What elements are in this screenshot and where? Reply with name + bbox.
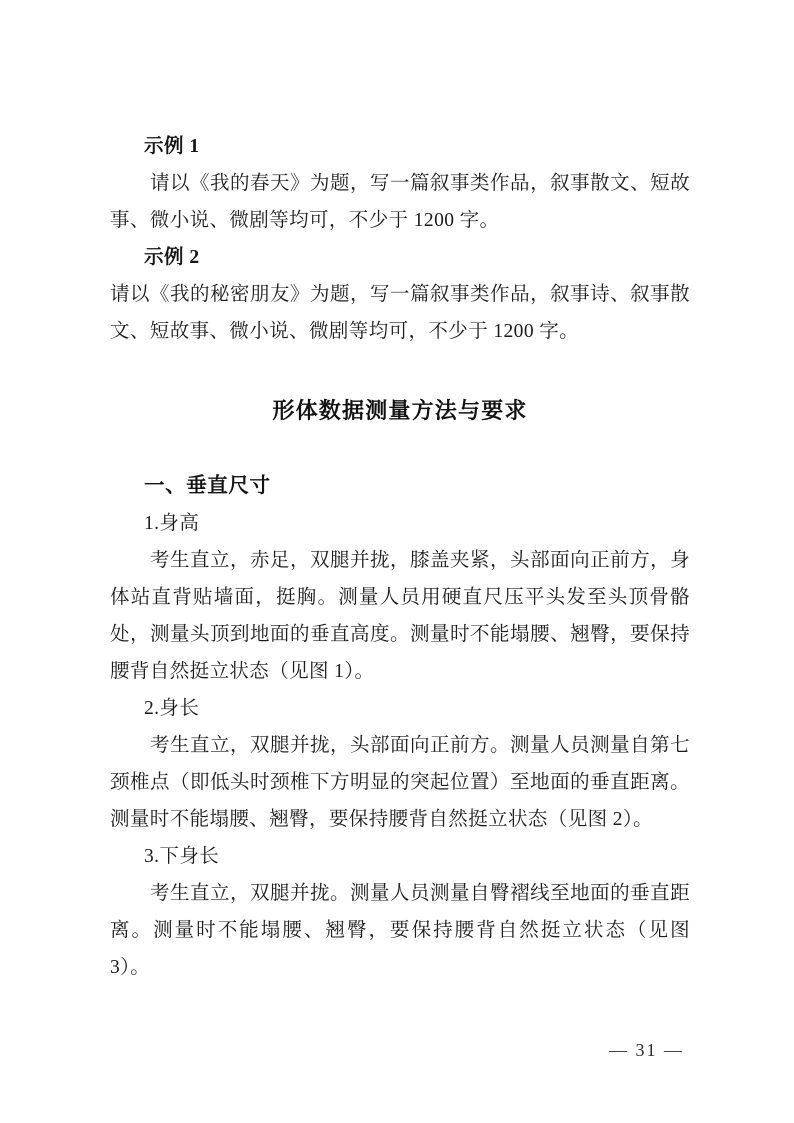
example-1-body: 请以《我的春天》为题，写一篇叙事类作品，叙事散文、短故事、微小说、微剧等均可，不少于 1200 字。: [110, 173, 690, 231]
page-number-footer: — 31 —: [609, 1040, 684, 1060]
example-2-body: 请以《我的秘密朋友》为题，写一篇叙事类作品，叙事诗、叙事散文、短故事、微小说、微剧等均可，不少于 1200 字。: [110, 284, 690, 342]
measure-item-1-label: 1.身高: [144, 513, 200, 534]
title-top-spacer: [110, 350, 690, 394]
example-2-label: 示例 2: [144, 247, 200, 268]
page-title: 形体数据测量方法与要求: [272, 398, 528, 423]
measure-item-2-body: 考生直立，双腿并拢，头部面向正前方。测量人员测量自第七颈椎点（即低头时颈椎下方明显的突起位置）至地面的垂直距离。测量时不能塌腰、翘臀，要保持腰背自然挺立状态（见图 2）。: [110, 735, 690, 830]
measure-item-3-label: 3.下身长: [144, 846, 220, 867]
section-heading-vertical-dimensions: 一、垂直尺寸: [144, 475, 271, 497]
measure-item-3-body: 考生直立，双腿并拢。测量人员测量自臀褶线至地面的垂直距离。测量时不能塌腰、翘臀，要保持腰背自然挺立状态（见图 3）。: [110, 883, 690, 978]
title-bottom-spacer: [110, 428, 690, 468]
measure-item-2-label: 2.身长: [144, 698, 200, 719]
page-content: [110, 128, 690, 986]
measure-item-1-body: 考生直立，赤足，双腿并拢，膝盖夹紧，头部面向正前方，身体站直背贴墙面，挺胸。测量人员用硬直尺压平头发至头顶骨骼处，测量头顶到地面的垂直高度。测量时不能塌腰、翘臀，要保持腰背自然挺立状态（见图 1）。: [110, 550, 690, 682]
example-1-label: 示例 1: [144, 136, 200, 157]
